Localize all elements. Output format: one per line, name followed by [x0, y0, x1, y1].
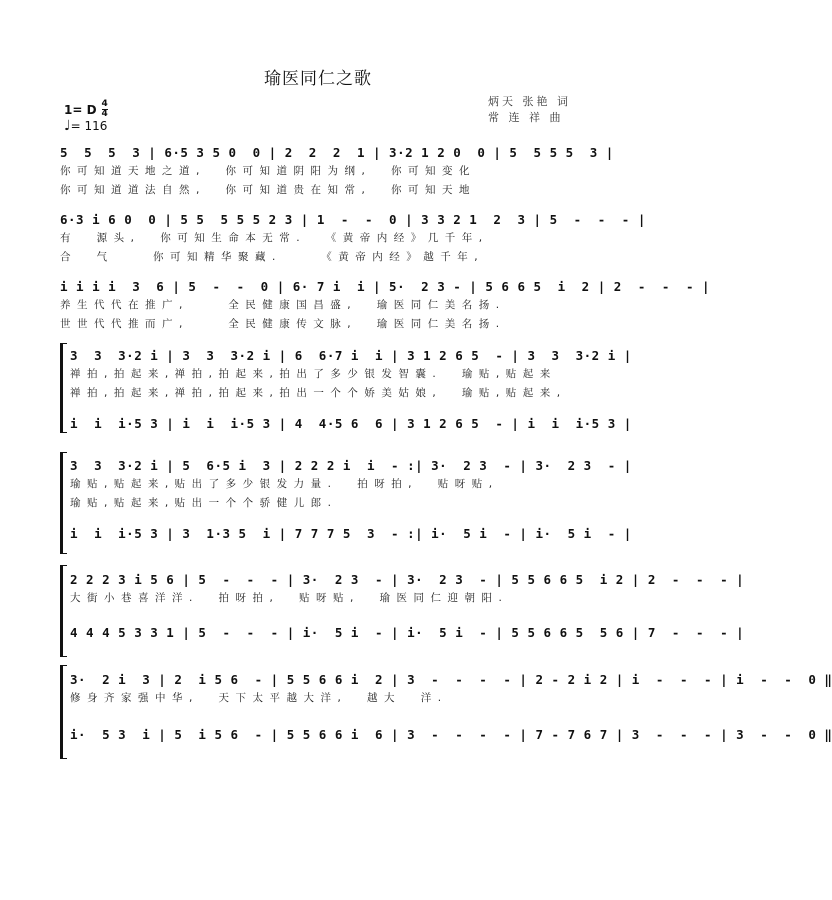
lyrics-verse-2: 瑜贴,贴起来,贴出一个个骄健儿郎. [70, 497, 338, 509]
system-bracket [60, 343, 67, 433]
upper-part: 3· 2 i 3 | 2 i 5 6 - | 5 5 6 6 i 2 | 3 - - - - | 2 - 2 i 2 | i - - - | i - - 0 ‖ [70, 672, 832, 687]
upper-part: 2 2 2 3 i 5 6 | 5 - - - | 3· 2 3 - | 3· 2 3 - | 5 5 6 6 5 i 2 | 2 - - - | [70, 572, 745, 587]
lyrics-verse-2: 世世代代推而广, 全民健康传文脉, 瑜医同仁美名扬. [60, 318, 506, 330]
score-line-3 [60, 279, 711, 331]
lyrics-verse-1: 禅拍,拍起来,禅拍,拍起来,拍出了多少银发智囊. 瑜贴,贴起来 [70, 368, 557, 380]
lower-part: i i i·5 3 | i i i·5 3 | 4 4·5 6 6 | 3 1 2 6 5 - | i i i·5 3 | [70, 416, 632, 431]
composer-credit: 常 连 祥 曲 [488, 111, 564, 124]
quarter-note-icon: ♩ [64, 118, 71, 134]
score-line-2 [60, 212, 646, 264]
system-bracket [60, 565, 67, 657]
lyrics-verse-1: 瑜贴,贴起来,贴出了多少银发力量. 拍呀拍, 贴呀贴, [70, 478, 499, 490]
score-system-4 [70, 672, 832, 742]
lyrics-verse-2: 禅拍,拍起来,禅拍,拍起来,拍出一个个娇美姑娘, 瑜贴,贴起来, [70, 387, 567, 399]
credits [488, 94, 571, 126]
music-notation: 6·3 i 6 0 0 | 5 5 5 5 5 2 3 | 1 - - 0 | 3 3 2 1 2 3 | 5 - - - | [60, 212, 646, 227]
time-signature [102, 100, 108, 119]
lyrics-verse-1: 有 源头, 你可知生命本无常. 《黄帝内经》几千年, [60, 232, 489, 244]
lyrics-verse-2: 合 气 你可知精华聚藏. 《黄帝内经》越千年, [60, 251, 485, 263]
key-label: 1= D [64, 102, 97, 117]
lyricist-credit: 炳天 张艳 词 [488, 95, 571, 108]
upper-part: 3 3 3·2 i | 5 6·5 i 3 | 2 2 2 i i - :| 3· 2 3 - | 3· 2 3 - | [70, 458, 632, 473]
score-system-2 [70, 458, 632, 541]
tempo-value: = 116 [70, 119, 108, 133]
tempo-marking [64, 118, 107, 134]
lyrics-verse-1: 养生代代在推广, 全民健康国昌盛, 瑜医同仁美名扬. [60, 299, 506, 311]
upper-part: 3 3 3·2 i | 3 3 3·2 i | 6 6·7 i i | 3 1 2 6 5 - | 3 3 3·2 i | [70, 348, 632, 363]
lower-part: 4 4 4 5 3 3 1 | 5 - - - | i· 5 i - | i· 5 i - | 5 5 6 6 5 5 6 | 7 - - - | [70, 625, 745, 640]
lower-part: i i i·5 3 | 3 1·3 5 i | 7 7 7 5 3 - :| i· 5 i - | i· 5 i - | [70, 526, 632, 541]
lyrics-verse-1: 大街小巷喜洋洋. 拍呀拍, 贴呀贴, 瑜医同仁迎朝阳. [70, 592, 509, 604]
score-line-1 [60, 145, 614, 197]
system-bracket [60, 452, 67, 554]
system-bracket [60, 665, 67, 759]
time-signature-bottom: 4 [101, 109, 108, 119]
score-system-3 [70, 572, 744, 640]
lyrics-verse-1: 你可知道天地之道, 你可知道阴阳为纲, 你可知变化 [60, 165, 477, 177]
lyrics-verse-2: 你可知道道法自然, 你可知道贵在知常, 你可知天地 [60, 184, 477, 196]
song-title: 瑜医同仁之歌 [264, 69, 372, 89]
key-signature [64, 100, 108, 119]
lower-part: i· 5 3 i | 5 i 5 6 - | 5 5 6 6 i 6 | 3 - - - - | 7 - 7 6 7 | 3 - - - | 3 - - 0 ‖ [70, 727, 832, 742]
music-notation: i i i i 3 6 | 5 - - 0 | 6· 7 i i | 5· 2 3 - | 5 6 6 5 i 2 | 2 - - - | [60, 279, 711, 294]
lyrics-verse-1: 修身齐家强中华, 天下太平越大洋, 越大 洋. [70, 692, 448, 704]
time-signature-top: 4 [101, 99, 108, 109]
score-system-1 [70, 348, 632, 431]
music-notation: 5 5 5 3 | 6·5 3 5 0 0 | 2 2 2 1 | 3·2 1 2 0 0 | 5 5 5 5 3 | [60, 145, 614, 160]
